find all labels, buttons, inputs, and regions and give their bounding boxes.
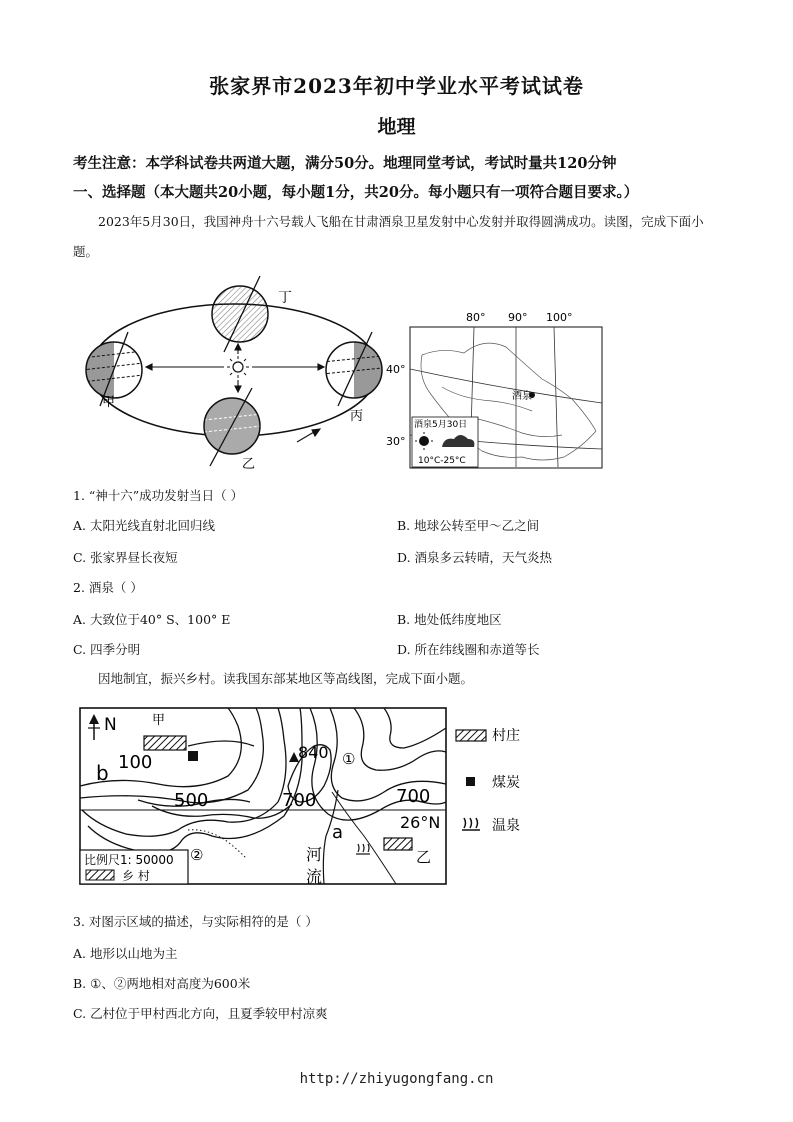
question-3-stem: 3. 对图示区域的描述，与实际相符的是（ ）	[73, 914, 318, 929]
label-bing: 丙	[350, 409, 364, 424]
legend-hot-spring-icon	[462, 818, 480, 830]
sun-icon	[227, 356, 249, 378]
q2-option-b[interactable]: B. 地处低纬度地区	[397, 612, 502, 627]
legend-village-swatch	[456, 730, 486, 741]
city-label: 酒泉	[512, 391, 532, 402]
lat-30: 30°	[386, 435, 406, 448]
earth-orbit-figure	[82, 270, 392, 475]
peak-elevation: 840	[298, 743, 329, 762]
weather-temp: 10°C-25°C	[418, 456, 466, 466]
lon-80: 80°	[466, 311, 486, 324]
jiuquan-map-figure	[382, 307, 604, 469]
village-yi	[384, 838, 412, 850]
label-yi: 乙	[242, 457, 256, 472]
q2-option-a[interactable]: A. 大致位于40° S、100° E	[73, 612, 231, 627]
legend-village: 村庄	[492, 728, 520, 744]
scale-text: 比例尺1: 50000	[84, 853, 174, 867]
point-1: ①	[342, 750, 356, 768]
legend-spring: 温泉	[492, 818, 520, 834]
weather-title: 酒泉5月30日	[414, 420, 468, 430]
q1-option-b[interactable]: B. 地球公转至甲～乙之间	[397, 518, 540, 533]
question-1-stem: 1. “神十六”成功发射当日（ ）	[73, 488, 244, 503]
river-label-2: 流	[306, 867, 323, 886]
latitude-label: 26°N	[400, 813, 441, 832]
question-2-stem: 2. 酒泉（ ）	[73, 580, 143, 595]
label-jia: 甲	[102, 395, 116, 410]
north-label: N	[104, 715, 117, 735]
contour-700-b: 700	[396, 786, 431, 807]
contour-500: 500	[174, 790, 209, 811]
map-legend	[452, 720, 552, 840]
point-2: ②	[190, 846, 204, 864]
contour-map	[78, 706, 450, 888]
label-a: a	[332, 822, 344, 843]
lon-100: 100°	[546, 311, 573, 324]
intro-paragraph-1: 2023年5月30日，我国神舟十六号载人飞船在甘肃酒泉卫星发射中心发射并取得圆满成功。读图，完成下面小题。	[73, 214, 704, 259]
legend-coal: 煤炭	[492, 775, 520, 791]
q3-option-a[interactable]: A. 地形以山地为主	[73, 946, 178, 961]
scale-village-label: 乡 村	[122, 869, 150, 883]
intro-paragraph-2: 因地制宜，振兴乡村。读我国东部某地区等高线图，完成下面小题。	[98, 671, 474, 686]
exam-notice: 考生注意：本学科试卷共两道大题，满分50分。地理同堂考试，考试时量共120分钟	[73, 155, 617, 172]
q2-option-c[interactable]: C. 四季分明	[73, 642, 141, 657]
exam-subject: 地理	[377, 116, 416, 138]
q3-option-b[interactable]: B. ①、②两地相对高度为600米	[73, 976, 251, 991]
footer-url[interactable]: http://zhiyugongfang.cn	[299, 1071, 494, 1087]
lat-40: 40°	[386, 363, 406, 376]
contour-100: 100	[118, 752, 153, 773]
q1-option-d[interactable]: D. 酒泉多云转晴，天气炎热	[397, 550, 553, 565]
q3-option-c[interactable]: C. 乙村位于甲村西北方向，且夏季较甲村凉爽	[73, 1006, 328, 1021]
lon-90: 90°	[508, 311, 528, 324]
village-jia	[144, 736, 186, 750]
label-b: b	[96, 761, 109, 785]
village-yi-label: 乙	[416, 848, 432, 866]
section-heading: 一、选择题（本大题共20小题，每小题1分，共20分。每小题只有一项符合题目要求。）	[73, 184, 639, 201]
river-label-1: 河	[306, 845, 323, 864]
exam-title: 张家界市2023年初中学业水平考试试卷	[209, 74, 584, 98]
q1-option-c[interactable]: C. 张家界昼长夜短	[73, 550, 178, 565]
label-ding: 丁	[278, 290, 292, 306]
q1-option-a[interactable]: A. 太阳光线直射北回归线	[73, 518, 215, 533]
legend-coal-icon	[466, 777, 475, 786]
coal-icon	[188, 751, 198, 761]
contour-700-a: 700	[282, 790, 317, 811]
q2-option-d[interactable]: D. 所在纬线圈和赤道等长	[397, 642, 540, 657]
village-jia-label: 甲	[152, 713, 166, 728]
